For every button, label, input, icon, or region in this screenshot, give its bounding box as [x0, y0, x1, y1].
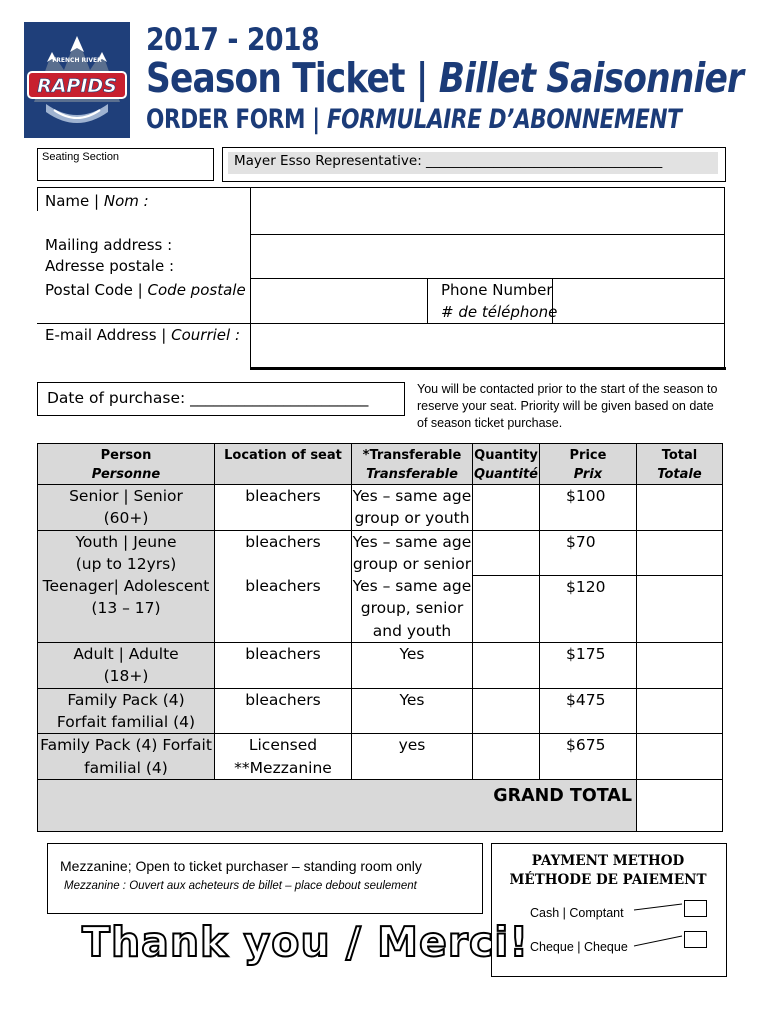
name-label-fr: Nom :	[103, 192, 149, 210]
form-title-en: Season Ticket |	[146, 54, 439, 102]
quantity-field[interactable]	[473, 530, 540, 575]
header-person: Person Personne	[38, 444, 215, 485]
quantity-field[interactable]	[473, 688, 540, 734]
mezzanine-note-box	[47, 843, 483, 914]
header-location: Location of seat	[215, 444, 352, 485]
person-cell: Family Pack (4) Forfait familial (4)	[38, 734, 215, 780]
name-label	[45, 191, 149, 212]
form-subtitle-en: ORDER FORM |	[146, 104, 327, 135]
price-cell: $475	[540, 688, 637, 734]
table-row	[38, 643, 723, 689]
price-cell: $120	[540, 575, 637, 642]
payment-method-title-fr: MÉTHODE DE PAIEMENT	[509, 872, 707, 888]
cash-pointer-line	[632, 898, 684, 912]
table-row	[38, 575, 723, 642]
email-label	[45, 325, 240, 346]
date-of-purchase-label: Date of purchase: _______________________	[47, 389, 369, 407]
transferable-cell: Yes – same age group, senior and youth	[352, 575, 473, 642]
mezzanine-note-en: Mezzanine; Open to ticket purchaser – standing room only	[60, 858, 422, 874]
location-cell: Licensed **Mezzanine	[215, 734, 352, 780]
postal-code-label-en: Postal Code |	[45, 281, 148, 299]
header-price: Price Prix	[540, 444, 637, 485]
price-cell: $100	[540, 485, 637, 531]
person-cell: Teenager| Adolescent (13 – 17)	[38, 575, 215, 642]
table-header-row	[38, 444, 723, 485]
person-cell: Senior | Senior (60+)	[38, 485, 215, 531]
total-field[interactable]	[637, 688, 723, 734]
contact-info-block	[37, 187, 725, 369]
logo-wordmark: RAPIDS	[37, 75, 117, 97]
header-transferable: *Transferable Transferable	[352, 444, 473, 485]
form-title-fr: Billet Saisonnier	[438, 54, 744, 102]
postal-code-field[interactable]	[251, 279, 426, 322]
transferable-cell: Yes	[352, 643, 473, 689]
mailing-address-label: Mailing address :	[45, 236, 173, 254]
total-field[interactable]	[637, 643, 723, 689]
cheque-checkbox[interactable]	[684, 931, 707, 948]
quantity-field[interactable]	[473, 734, 540, 780]
phone-field[interactable]	[553, 279, 723, 322]
total-field[interactable]	[637, 734, 723, 780]
grand-total-field[interactable]	[637, 779, 723, 831]
mezzanine-note-fr: Mezzanine : Ouvert aux acheteurs de billet – place debout seulement	[64, 880, 417, 892]
ticket-pricing-table	[37, 443, 723, 832]
reservation-note: You will be contacted prior to the start of the season to reserve your seat. Priority will be given based on date of season ticket purchase.	[417, 382, 718, 430]
price-cell: $70	[540, 530, 637, 575]
postal-code-label	[45, 280, 246, 301]
quantity-field[interactable]	[473, 575, 540, 642]
person-cell: Youth | Jeune (up to 12yrs)	[38, 530, 215, 575]
person-cell: Adult | Adulte (18+)	[38, 643, 215, 689]
header-total: Total Totale	[637, 444, 723, 485]
phone-label: Phone Number	[441, 281, 553, 299]
transferable-cell: yes	[352, 734, 473, 780]
form-subtitle-fr: FORMULAIRE D’ABONNEMENT	[326, 104, 682, 135]
email-label-en: E-mail Address |	[45, 326, 172, 344]
table-row	[38, 688, 723, 734]
phone-label-fr: # de téléphone	[441, 303, 558, 321]
grand-total-label: GRAND TOTAL	[38, 779, 637, 831]
location-cell: bleachers	[215, 575, 352, 642]
quantity-field[interactable]	[473, 485, 540, 531]
name-label-en: Name |	[45, 192, 104, 210]
transferable-cell: Yes – same age group or senior	[352, 530, 473, 575]
person-cell: Family Pack (4) Forfait familial (4)	[38, 688, 215, 734]
total-field[interactable]	[637, 485, 723, 531]
total-field[interactable]	[637, 530, 723, 575]
location-cell: bleachers	[215, 530, 352, 575]
price-cell: $675	[540, 734, 637, 780]
total-field[interactable]	[637, 575, 723, 642]
location-cell: bleachers	[215, 485, 352, 531]
seating-section-label: Seating Section	[42, 151, 120, 163]
transferable-cell: Yes – same age group or youth	[352, 485, 473, 531]
email-label-fr: Courriel :	[171, 326, 241, 344]
header-quantity: Quantity Quantité	[473, 444, 540, 485]
thank-you-message: Thank you / Merci!	[82, 918, 530, 966]
postal-code-label-fr: Code postale	[147, 281, 246, 299]
rapids-logo-graphic	[24, 22, 130, 138]
cash-checkbox[interactable]	[684, 900, 707, 917]
location-cell: bleachers	[215, 688, 352, 734]
price-cell: $175	[540, 643, 637, 689]
transferable-cell: Yes	[352, 688, 473, 734]
table-row	[38, 485, 723, 531]
cash-option-label: Cash | Comptant	[530, 906, 624, 920]
payment-method-title: PAYMENT METHOD	[531, 853, 685, 869]
form-subtitle	[146, 104, 681, 135]
rapids-logo	[24, 22, 130, 138]
name-field[interactable]	[251, 188, 723, 233]
table-row	[38, 530, 723, 575]
form-title	[146, 54, 743, 102]
season-year: 2017 - 2018	[146, 22, 320, 58]
representative-label: Mayer Esso Representative: ___________________________________	[234, 153, 663, 169]
cheque-option-label: Cheque | Cheque	[530, 940, 628, 954]
cheque-pointer-line	[632, 930, 684, 948]
location-cell: bleachers	[215, 643, 352, 689]
quantity-field[interactable]	[473, 643, 540, 689]
mailing-address-field[interactable]	[251, 235, 723, 277]
email-field[interactable]	[251, 324, 723, 366]
mailing-address-label-fr: Adresse postale :	[45, 257, 175, 275]
grand-total-row	[38, 779, 723, 831]
table-row	[38, 734, 723, 780]
logo-top-text: FRENCH RIVER	[52, 57, 102, 64]
